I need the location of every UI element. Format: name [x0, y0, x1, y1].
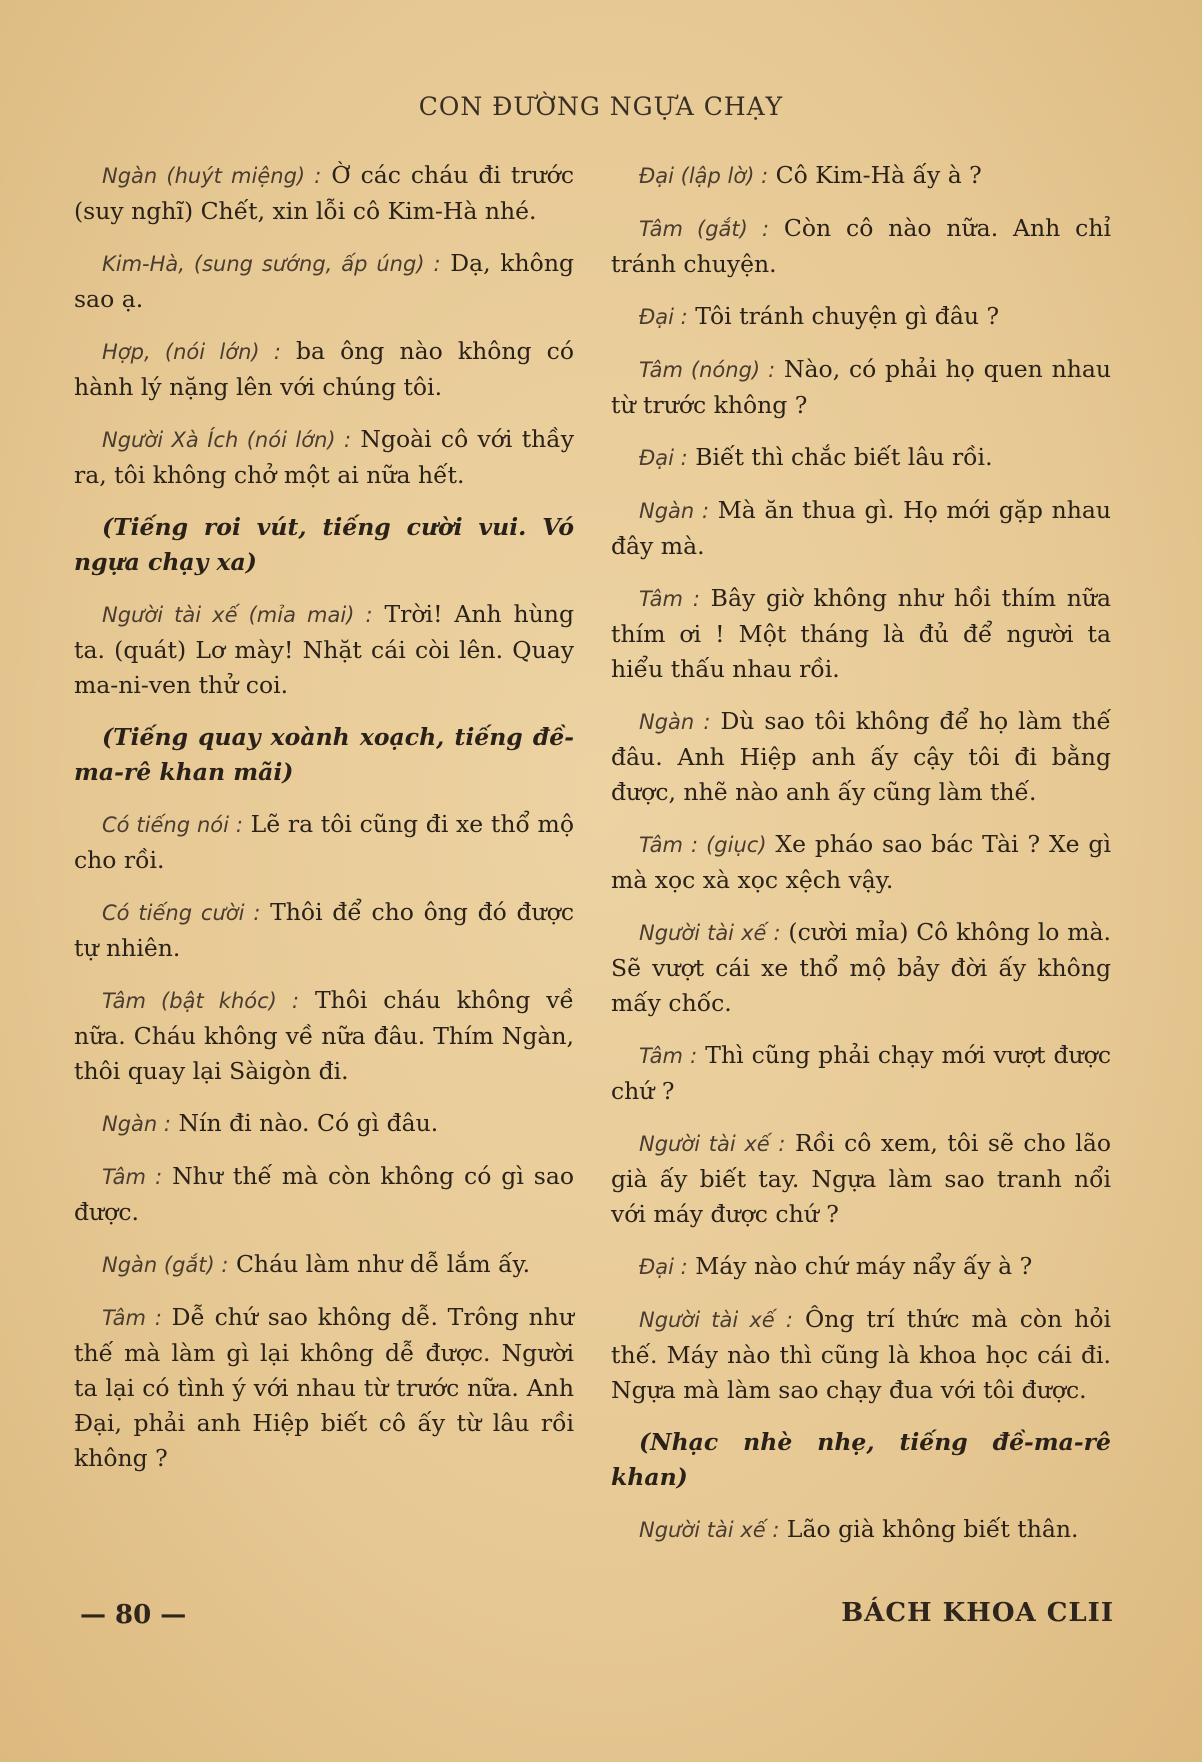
speaker-tag: Ngàn : [102, 1112, 171, 1136]
dialogue-line [74, 1106, 574, 1142]
line-text: Như thế mà còn không có gì sao được. [74, 1162, 575, 1226]
line-text: Ngoài cô với thầy ra, tôi không chở một ai nữa hết. [74, 425, 574, 489]
line-text: Ông trí thức mà còn hỏi thế. Máy nào thì cũng là khoa học cái đi. Ngựa mà làm sao chạy đua với tôi được. [611, 1305, 1111, 1404]
page-number: — 80 — [80, 1600, 187, 1630]
line-text: Dễ chứ sao không dễ. Trông như thế mà làm gì lại không dễ được. Người ta lại có tình ý với nhau từ trước nữa. Anh Đại, phải anh Hiệp biết cô ấy từ lâu rồi không ? [74, 1303, 574, 1472]
dialogue-line [611, 915, 1111, 1021]
speaker-tag: Hợp, (nói lớn) : [102, 340, 281, 364]
journal-issue: BÁCH KHOA CLII [841, 1598, 1114, 1628]
speaker-tag: Tâm : [102, 1165, 163, 1189]
line-text: ba ông nào không có hành lý nặng lên với chúng tôi. [74, 337, 574, 401]
speaker-tag: Kim-Hà, (sung sướng, ấp úng) : [102, 252, 441, 276]
line-text: (cười mỉa) Cô không lo mà. Sẽ vượt cái xe thổ mộ bảy đời ấy không mấy chốc. [611, 918, 1111, 1017]
stage-direction: (Tiếng quay xoành xoạch, tiếng đề-ma-rê khan mãi) [74, 723, 574, 786]
dialogue-line [74, 422, 574, 493]
line-text: Lẽ ra tôi cũng đi xe thổ mộ cho rồi. [74, 810, 574, 874]
line-text: Dạ, không sao ạ. [74, 249, 574, 313]
speaker-tag: Đại : [639, 1255, 688, 1279]
dialogue-line [611, 1512, 1111, 1548]
dialogue-line [611, 352, 1111, 423]
dialogue-line [611, 704, 1111, 810]
speaker-tag: Tâm (gắt) : [639, 217, 770, 241]
line-text: Dù sao tôi không để họ làm thế đâu. Anh Hiệp anh ấy cậy tôi đi bằng được, nhẽ nào anh ấy cũng làm thế. [611, 707, 1111, 806]
dialogue-line [611, 1302, 1111, 1408]
line-text: Bây giờ không như hồi thím nữa thím ơi ! Một tháng là đủ để người ta hiểu thấu nhau rồi. [611, 584, 1111, 683]
speaker-tag: Tâm (bật khóc) : [102, 989, 300, 1013]
dialogue-line [611, 1249, 1111, 1285]
line-text: Thôi để cho ông đó được tự nhiên. [74, 898, 574, 962]
speaker-tag: Người tài xế (mỉa mai) : [102, 603, 373, 627]
dialogue-line [611, 493, 1111, 564]
line-text: Thì cũng phải chạy mới vượt được chứ ? [611, 1041, 1111, 1105]
dialogue-line [611, 827, 1111, 898]
dialogue-line [74, 246, 574, 317]
stage-direction: (Nhạc nhè nhẹ, tiếng đề-ma-rê khan) [611, 1428, 1111, 1491]
speaker-tag: Có tiếng nói : [102, 813, 243, 837]
line-text: Cháu làm như dễ lắm ấy. [235, 1250, 531, 1278]
speaker-tag: Người tài xế : [639, 1308, 793, 1332]
dialogue-line [74, 1247, 574, 1283]
speaker-tag: Tâm : (giục) [639, 833, 767, 857]
line-text: Biết thì chắc biết lâu rồi. [695, 443, 993, 471]
speaker-tag: Tâm : [639, 1044, 698, 1068]
line-text: Máy nào chứ máy nẩy ấy à ? [695, 1252, 1033, 1280]
line-text: Thôi cháu không về nữa. Cháu không về nữa đâu. Thím Ngàn, thôi quay lại Sàigòn đi. [74, 986, 574, 1085]
dialogue-line [611, 1126, 1111, 1232]
dialogue-line [74, 158, 574, 229]
line-text: Nín đi nào. Có gì đâu. [178, 1109, 439, 1137]
dialogue-line [74, 334, 574, 405]
speaker-tag: Ngàn (gắt) : [102, 1253, 229, 1277]
dialogue-line [74, 1159, 574, 1230]
dialogue-line [611, 211, 1111, 282]
speaker-tag: Người tài xế : [639, 1518, 780, 1542]
speaker-tag: Ngàn : [639, 710, 711, 734]
dialogue-line [611, 299, 1111, 335]
speaker-tag: Ngàn (huýt miệng) : [102, 164, 322, 188]
right-column [611, 158, 1111, 1565]
dialogue-line [74, 1300, 574, 1476]
speaker-tag: Đại : [639, 305, 688, 329]
dialogue-line [611, 440, 1111, 476]
speaker-tag: Đại : [639, 446, 688, 470]
line-text: Còn cô nào nữa. Anh chỉ tránh chuyện. [611, 214, 1111, 278]
speaker-tag: Có tiếng cười : [102, 901, 261, 925]
speaker-tag: Người tài xế : [639, 1132, 786, 1156]
speaker-tag: Tâm : [102, 1306, 162, 1330]
stage-direction: (Tiếng roi vút, tiếng cười vui. Vó ngựa chạy xa) [74, 513, 574, 576]
speaker-tag: Người tài xế : [639, 921, 781, 945]
running-title: CON ĐƯỜNG NGỰA CHẠY [418, 92, 784, 121]
line-text: Nào, có phải họ quen nhau từ trước không ? [611, 355, 1111, 419]
speaker-tag: Người Xà Ích (nói lớn) : [102, 428, 352, 452]
line-text: Mà ăn thua gì. Họ mới gặp nhau đây mà. [611, 496, 1111, 560]
dialogue-line [74, 983, 574, 1089]
dialogue-line [74, 807, 574, 878]
left-column [74, 158, 574, 1493]
dialogue-line [74, 895, 574, 966]
dialogue-line [611, 1038, 1111, 1109]
dialogue-line [611, 581, 1111, 687]
line-text: Ờ các cháu đi trước (suy nghĩ) Chết, xin lỗi cô Kim-Hà nhé. [74, 161, 574, 225]
line-text: Tôi tránh chuyện gì đâu ? [695, 302, 1000, 330]
speaker-tag: Tâm (nóng) : [639, 358, 776, 382]
line-text: Lão già không biết thân. [786, 1515, 1079, 1543]
line-text: Trời! Anh hùng ta. (quát) Lơ mày! Nhặt cái còi lên. Quay ma-ni-ven thử coi. [74, 600, 574, 699]
speaker-tag: Đại (lập lờ) : [639, 164, 769, 188]
dialogue-line [74, 597, 574, 703]
speaker-tag: Tâm : [639, 587, 700, 611]
line-text: Cô Kim-Hà ấy à ? [775, 161, 982, 189]
dialogue-line [611, 158, 1111, 194]
speaker-tag: Ngàn : [639, 499, 710, 523]
line-text: Rồi cô xem, tôi sẽ cho lão già ấy biết tay. Ngựa làm sao tranh nổi với máy được chứ ? [611, 1129, 1111, 1228]
line-text: Xe pháo sao bác Tài ? Xe gì mà xọc xà xọc xệch vậy. [611, 830, 1111, 894]
